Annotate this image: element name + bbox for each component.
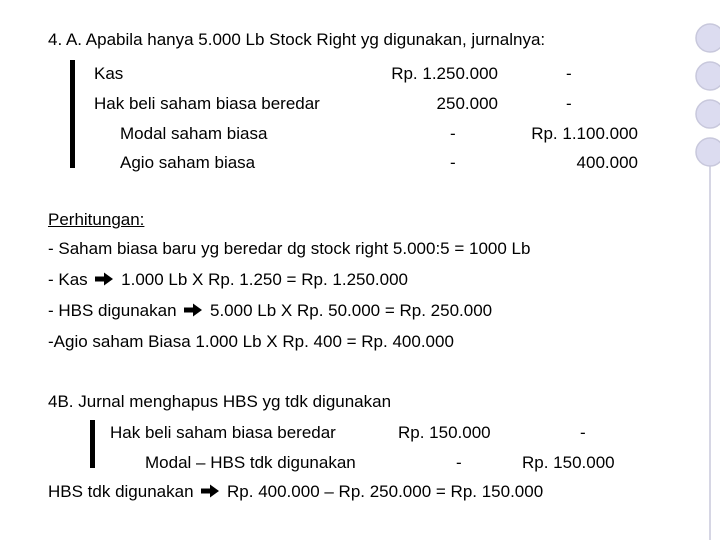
calc-line-3	[48, 301, 492, 321]
calc-line-2-label: - Kas	[48, 270, 88, 289]
calc-line-3-value: 5.000 Lb X Rp. 50.000 = Rp. 250.000	[210, 301, 493, 320]
journal-b-account-1: Hak beli saham biasa beredar	[110, 423, 336, 442]
journal-a-credit-3: Rp. 1.100.000	[531, 124, 638, 143]
journal-b-account-2: Modal – HBS tdk digunakan	[145, 453, 356, 472]
section-b-footer	[48, 482, 543, 502]
journal-a-debit-3: -	[450, 124, 456, 143]
footer-value: Rp. 400.000 – Rp. 250.000 = Rp. 150.000	[227, 482, 544, 501]
journal-a-bracket	[70, 60, 75, 168]
journal-b-debit-1: Rp. 150.000	[398, 423, 491, 442]
journal-a-debit-2: 250.000	[436, 94, 498, 113]
journal-b-credit-2: Rp. 150.000	[522, 453, 615, 472]
right-arrow-icon	[94, 272, 114, 286]
journal-b-credit-1: -	[580, 423, 586, 442]
journal-a-account-2: Hak beli saham biasa beredar	[94, 94, 320, 113]
section-a-heading: 4. A. Apabila hanya 5.000 Lb Stock Right yg digunakan, jurnalnya:	[48, 30, 546, 49]
calc-heading: Perhitungan:	[48, 210, 145, 229]
footer-label: HBS tdk digunakan	[48, 482, 194, 501]
journal-a-credit-4: 400.000	[576, 153, 638, 172]
journal-b-debit-2: -	[456, 453, 462, 472]
calc-line-2-value: 1.000 Lb X Rp. 1.250 = Rp. 1.250.000	[121, 270, 409, 289]
calc-line-1: - Saham biasa baru yg beredar dg stock right 5.000:5 = 1000 Lb	[48, 239, 531, 258]
circle-chain-decoration	[690, 0, 720, 540]
journal-a-account-4: Agio saham biasa	[120, 153, 256, 172]
section-b-heading: 4B. Jurnal menghapus HBS yg tdk digunakan	[48, 392, 392, 411]
journal-b-bracket	[90, 420, 95, 468]
right-arrow-icon	[200, 484, 220, 498]
journal-a-credit-2: -	[566, 94, 572, 113]
journal-a-credit-1: -	[566, 64, 572, 83]
calc-line-4: -Agio saham Biasa 1.000 Lb X Rp. 400 = Rp. 400.000	[48, 332, 454, 351]
journal-a-debit-1: Rp. 1.250.000	[391, 64, 498, 83]
journal-a-account-1: Kas	[94, 64, 124, 83]
journal-a-account-3: Modal saham biasa	[120, 124, 268, 143]
right-arrow-icon	[183, 303, 203, 317]
journal-a-debit-4: -	[450, 153, 456, 172]
calc-line-3-label: - HBS digunakan	[48, 301, 177, 320]
calc-line-2	[48, 270, 408, 290]
